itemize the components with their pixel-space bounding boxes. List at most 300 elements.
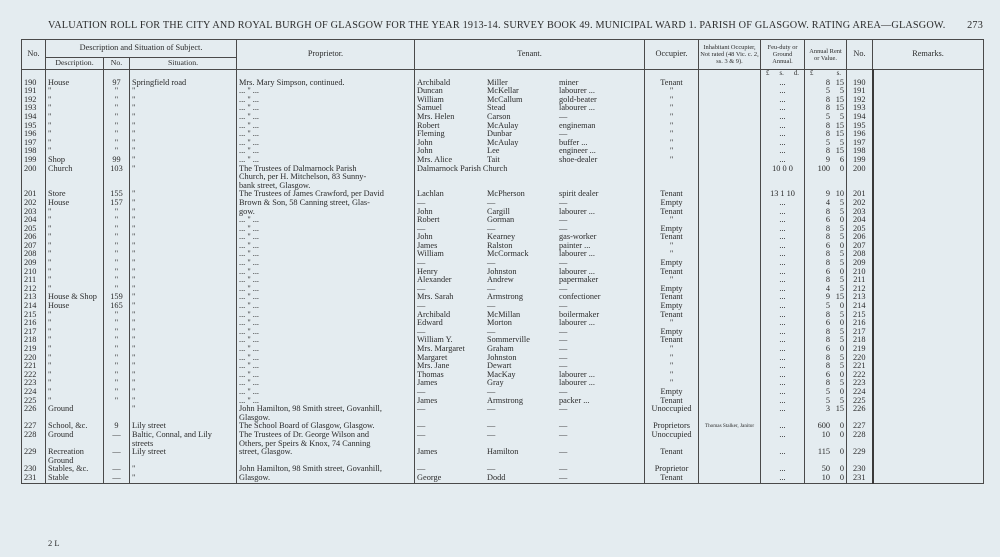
cell-feuduty: ... (761, 328, 805, 337)
cell-no-right: 213 (847, 293, 873, 302)
tenant-parts (417, 354, 642, 363)
cell-remarks (873, 199, 984, 208)
cell-feuduty: ... (761, 233, 805, 242)
cell-occupier: " (645, 250, 699, 259)
tenant-occupation: — (559, 301, 568, 311)
cell-proprietor: ... " ... (237, 388, 415, 397)
cell-inhabitant (699, 199, 761, 208)
cell-rent (805, 405, 847, 414)
cell-feuduty: ... (761, 199, 805, 208)
cell-no-right: 191 (847, 87, 873, 96)
cell-description: " (46, 345, 104, 354)
cell-tenant (415, 440, 645, 449)
cell-feuduty: ... (761, 388, 805, 397)
cell-description: " (46, 208, 104, 217)
cell-situation: " (130, 216, 237, 225)
cell-proprietor: The Trustees of Dalmarnock Parish (237, 165, 415, 174)
cell-occupier: " (645, 156, 699, 165)
cell-street-no: 103 (104, 165, 130, 174)
cell-street-no: " (104, 319, 130, 328)
cell-proprietor: ... " ... (237, 328, 415, 337)
tenant-forename: — (417, 258, 426, 268)
cell-tenant (415, 319, 645, 328)
cell-no-right: 224 (847, 388, 873, 397)
rent-shillings: 15 (835, 94, 845, 104)
rent-pounds: 8 (825, 103, 831, 113)
tenant-parts (417, 311, 642, 320)
cell-occupier: Empty (645, 259, 699, 268)
cell-feuduty: ... (761, 405, 805, 414)
cell-no-right: 223 (847, 379, 873, 388)
rent-shillings: 0 (839, 472, 845, 482)
cell-no: 198 (22, 147, 46, 156)
cell-proprietor: ... " ... (237, 147, 415, 156)
rent-pounds: 5 (825, 137, 831, 147)
cell-no-right: 216 (847, 319, 873, 328)
cell-occupier: " (645, 362, 699, 371)
cell-remarks (873, 208, 984, 217)
cell-street-no: 155 (104, 190, 130, 199)
cell-tenant (415, 465, 645, 474)
cell-inhabitant (699, 225, 761, 234)
cell-street-no: — (104, 431, 130, 440)
cell-occupier: Empty (645, 302, 699, 311)
cell-inhabitant (699, 190, 761, 199)
cell-situation: " (130, 276, 237, 285)
cell-no: 215 (22, 311, 46, 320)
rent-shillings: 5 (839, 258, 845, 268)
table-row (22, 173, 984, 182)
cell-no-right: 220 (847, 354, 873, 363)
cell-situation: " (130, 371, 237, 380)
cell-feuduty: ... (761, 431, 805, 440)
cell-street-no: " (104, 216, 130, 225)
cell-no-right: 208 (847, 250, 873, 259)
cell-inhabitant (699, 448, 761, 457)
tenant-parts (417, 397, 642, 406)
cell-remarks (873, 397, 984, 406)
cell-feuduty (761, 173, 805, 182)
tenant-surname: McMillan (487, 309, 521, 319)
cell-rent (805, 431, 847, 440)
cell-proprietor: ... " ... (237, 276, 415, 285)
tenant-surname: — (487, 283, 496, 293)
cell-situation: " (130, 311, 237, 320)
tenant-parts (417, 319, 642, 328)
cell-no-right: 226 (847, 405, 873, 414)
cell-remarks (873, 440, 984, 449)
cell-inhabitant (699, 104, 761, 113)
tenant-parts (417, 113, 642, 122)
tenant-occupation: labourer ... (559, 103, 595, 113)
cell-no-right: 205 (847, 225, 873, 234)
cell-no: 224 (22, 388, 46, 397)
tenant-forename: — (417, 301, 426, 311)
cell-inhabitant (699, 474, 761, 483)
cell-proprietor: ... " ... (237, 225, 415, 234)
cell-occupier (645, 173, 699, 182)
cell-feuduty: ... (761, 250, 805, 259)
cell-inhabitant (699, 354, 761, 363)
rent-shillings: 5 (839, 137, 845, 147)
cell-description: " (46, 147, 104, 156)
tenant-surname: Stead (487, 103, 506, 113)
rent-shillings: 0 (839, 429, 845, 439)
tenant-parts (417, 448, 642, 457)
cell-occupier: Tenant (645, 474, 699, 483)
cell-tenant (415, 345, 645, 354)
tenant-surname: Armstrong (487, 292, 523, 302)
tenant-surname: — (487, 464, 496, 474)
cell-occupier: " (645, 276, 699, 285)
cell-no: 193 (22, 104, 46, 113)
rent-pounds: 5 (825, 86, 831, 96)
cell-street-no: " (104, 397, 130, 406)
cell-description: " (46, 130, 104, 139)
cell-inhabitant (699, 216, 761, 225)
rent-shillings: 5 (839, 86, 845, 96)
tenant-parts (417, 190, 642, 199)
cell-tenant (415, 233, 645, 242)
cell-inhabitant (699, 440, 761, 449)
col-no2: No. (104, 58, 130, 70)
cell-situation: " (130, 190, 237, 199)
table-row (22, 448, 984, 457)
cell-description: House & Shop (46, 293, 104, 302)
cell-feuduty: ... (761, 268, 805, 277)
cell-street-no: " (104, 208, 130, 217)
cell-occupier: Tenant (645, 336, 699, 345)
cell-tenant (415, 457, 645, 466)
cell-inhabitant (699, 319, 761, 328)
cell-situation: streets (130, 440, 237, 449)
cell-feuduty: ... (761, 79, 805, 88)
rent-shillings: 15 (835, 77, 845, 87)
tenant-forename: Duncan (417, 86, 443, 96)
cell-tenant (415, 276, 645, 285)
tenant-surname: McCormack (487, 249, 529, 259)
cell-rent (805, 474, 847, 483)
cell-description: " (46, 371, 104, 380)
cell-proprietor: ... " ... (237, 87, 415, 96)
tenant-forename: Robert (417, 215, 440, 225)
rent-shillings: 15 (835, 292, 845, 302)
cell-no: 210 (22, 268, 46, 277)
cell-no: 228 (22, 431, 46, 440)
tenant-forename: William (417, 94, 444, 104)
rent-pounds: 4 (825, 283, 831, 293)
cell-no-right: 225 (847, 397, 873, 406)
rent-pounds: 8 (825, 378, 831, 388)
cell-inhabitant (699, 122, 761, 131)
rent-shillings: 5 (839, 206, 845, 216)
tenant-occupation: miner (559, 77, 579, 87)
cell-remarks (873, 414, 984, 423)
tenant-occupation: — (559, 223, 568, 233)
tenant-parts (417, 379, 642, 388)
cell-description: " (46, 379, 104, 388)
cell-proprietor: Others, per Speirs & Knox, 74 Canning (237, 440, 415, 449)
tenant-occupation: — (559, 386, 568, 396)
cell-remarks (873, 285, 984, 294)
tenant-surname: Dunbar (487, 129, 512, 139)
cell-no: 205 (22, 225, 46, 234)
cell-feuduty: ... (761, 302, 805, 311)
tenant-forename: Thomas (417, 369, 444, 379)
cell-feuduty: ... (761, 465, 805, 474)
cell-street-no (104, 405, 130, 414)
rent-pounds: 8 (825, 258, 831, 268)
cell-description: " (46, 268, 104, 277)
cell-inhabitant (699, 208, 761, 217)
cell-inhabitant (699, 302, 761, 311)
cell-tenant (415, 354, 645, 363)
tenant-occupation (559, 165, 642, 174)
cell-no: 209 (22, 259, 46, 268)
cell-no: 197 (22, 139, 46, 148)
cell-proprietor: ... " ... (237, 96, 415, 105)
tenant-forename: — (417, 386, 426, 396)
cell-inhabitant (699, 414, 761, 423)
tenant-forename: William (417, 249, 444, 259)
cell-feuduty: ... (761, 225, 805, 234)
cell-situation: " (130, 113, 237, 122)
rent-pounds: 9 (825, 154, 831, 164)
cell-feuduty: ... (761, 216, 805, 225)
cell-occupier: Tenant (645, 448, 699, 457)
rent-unit-pounds: £ (810, 70, 814, 77)
cell-description: " (46, 242, 104, 251)
cell-street-no: " (104, 285, 130, 294)
rent-pounds: 8 (825, 361, 831, 371)
cell-no: 229 (22, 448, 46, 457)
cell-street-no: — (104, 474, 130, 483)
cell-no-right: 202 (847, 199, 873, 208)
tenant-surname: Ralston (487, 240, 513, 250)
rent-shillings: 5 (839, 326, 845, 336)
cell-proprietor: ... " ... (237, 354, 415, 363)
cell-no-right: 206 (847, 233, 873, 242)
cell-situation (130, 182, 237, 191)
cell-no: 213 (22, 293, 46, 302)
cell-street-no: 157 (104, 199, 130, 208)
rent-shillings: 6 (839, 154, 845, 164)
cell-remarks (873, 139, 984, 148)
cell-occupier: " (645, 379, 699, 388)
cell-rent (805, 448, 847, 457)
tenant-surname: — (487, 326, 496, 336)
tenant-surname: Johnston (487, 266, 517, 276)
cell-inhabitant: Thomas Stalker, Janitor (699, 422, 761, 431)
cell-tenant (415, 397, 645, 406)
cell-feuduty: ... (761, 122, 805, 131)
cell-remarks (873, 328, 984, 337)
tenant-forename: James (417, 395, 438, 405)
cell-tenant (415, 431, 645, 440)
tenant-surname: Tait (487, 154, 500, 164)
tenant-occupation: shoe-dealer (559, 154, 598, 164)
cell-inhabitant (699, 242, 761, 251)
tenant-parts (417, 233, 642, 242)
cell-remarks (873, 268, 984, 277)
cell-situation: " (130, 156, 237, 165)
cell-remarks (873, 276, 984, 285)
rent-shillings: 15 (835, 120, 845, 130)
cell-situation: " (130, 379, 237, 388)
tenant-forename: John (417, 137, 433, 147)
cell-street-no: 99 (104, 156, 130, 165)
cell-occupier: Tenant (645, 190, 699, 199)
tenant-surname: Lee (487, 146, 500, 156)
cell-situation: " (130, 268, 237, 277)
cell-no-right: 214 (847, 302, 873, 311)
tenant-occupation: — (559, 421, 568, 431)
cell-occupier: " (645, 216, 699, 225)
tenant-surname: — (487, 429, 496, 439)
cell-occupier: Tenant (645, 233, 699, 242)
tenant-surname: — (487, 197, 496, 207)
tenant-forename: Mrs. Margaret (417, 344, 465, 353)
cell-remarks (873, 311, 984, 320)
col-no: No. (22, 40, 46, 70)
cell-feuduty: ... (761, 448, 805, 457)
cell-situation: " (130, 362, 237, 371)
table-header (22, 40, 984, 70)
tenant-parts (417, 79, 642, 88)
cell-street-no: " (104, 130, 130, 139)
cell-no: 206 (22, 233, 46, 242)
cell-feuduty: ... (761, 130, 805, 139)
cell-tenant (415, 208, 645, 217)
cell-inhabitant (699, 233, 761, 242)
cell-proprietor: ... " ... (237, 156, 415, 165)
cell-proprietor: ... " ... (237, 319, 415, 328)
cell-proprietor: Mrs. Mary Simpson, continued. (237, 79, 415, 88)
cell-no-right: 217 (847, 328, 873, 337)
cell-no: 225 (22, 397, 46, 406)
cell-no-right: 231 (847, 474, 873, 483)
cell-proprietor: ... " ... (237, 139, 415, 148)
cell-occupier: " (645, 371, 699, 380)
cell-feuduty: ... (761, 336, 805, 345)
tenant-occupation: spirit dealer (559, 189, 599, 199)
cell-no-right: 229 (847, 448, 873, 457)
cell-proprietor: ... " ... (237, 293, 415, 302)
cell-situation: " (130, 354, 237, 363)
cell-description: House (46, 199, 104, 208)
cell-occupier: " (645, 130, 699, 139)
cell-proprietor: ... " ... (237, 216, 415, 225)
cell-proprietor: ... " ... (237, 371, 415, 380)
cell-situation: " (130, 405, 237, 414)
cell-no: 201 (22, 190, 46, 199)
cell-tenant (415, 422, 645, 431)
cell-situation: " (130, 302, 237, 311)
tenant-parts (417, 225, 642, 234)
cell-tenant (415, 379, 645, 388)
rent-pounds: 8 (825, 146, 831, 156)
cell-occupier: Empty (645, 199, 699, 208)
tenant-forename: — (417, 283, 426, 293)
signature-mark: 2 L (48, 538, 60, 548)
cell-occupier: " (645, 147, 699, 156)
cell-no: 230 (22, 465, 46, 474)
col-remarks: Remarks. (873, 40, 984, 70)
tenant-occupation: — (559, 197, 568, 207)
cell-description: Stable (46, 474, 104, 483)
tenant-occupation: — (559, 429, 568, 439)
tenant-forename: Lachlan (417, 189, 444, 199)
cell-tenant (415, 405, 645, 414)
cell-tenant (415, 182, 645, 191)
tenant-forename: Fleming (417, 129, 445, 139)
cell-street-no: " (104, 225, 130, 234)
cell-tenant (415, 474, 645, 483)
cell-description: " (46, 388, 104, 397)
cell-rent (805, 165, 847, 174)
tenant-parts (417, 139, 642, 148)
cell-feuduty: ... (761, 293, 805, 302)
cell-inhabitant (699, 397, 761, 406)
cell-proprietor: ... " ... (237, 285, 415, 294)
feu-unit-pounds: £ (766, 70, 770, 77)
cell-proprietor: ... " ... (237, 259, 415, 268)
cell-remarks (873, 182, 984, 191)
cell-proprietor: gow. (237, 208, 415, 217)
tenant-forename: John (417, 206, 433, 216)
cell-no-right: 228 (847, 431, 873, 440)
rent-shillings: 15 (835, 146, 845, 156)
cell-no-right: 192 (847, 96, 873, 105)
rent-shillings: 10 (835, 189, 845, 199)
cell-proprietor: ... " ... (237, 336, 415, 345)
tenant-occupation: labourer ... (559, 378, 595, 388)
cell-no-right: 209 (847, 259, 873, 268)
cell-no-right: 210 (847, 268, 873, 277)
tenant-surname: Dodd (487, 472, 506, 482)
table-row (22, 474, 984, 483)
rent-pounds: 5 (825, 111, 831, 121)
cell-description: " (46, 122, 104, 131)
rent-pounds: 9 (825, 292, 831, 302)
cell-street-no: " (104, 371, 130, 380)
col-occupier: Occupier. (645, 40, 699, 70)
cell-proprietor: ... " ... (237, 311, 415, 320)
rent-pounds: 600 (817, 421, 831, 431)
tenant-surname: — (487, 404, 496, 414)
cell-situation: " (130, 242, 237, 251)
cell-occupier: " (645, 96, 699, 105)
cell-street-no: 165 (104, 302, 130, 311)
tenant-surname: McKellar (487, 86, 519, 96)
cell-description: " (46, 354, 104, 363)
rent-pounds: 4 (825, 197, 831, 207)
cell-feuduty: ... (761, 345, 805, 354)
cell-proprietor: ... " ... (237, 113, 415, 122)
rent-shillings: 15 (835, 103, 845, 113)
feu-unit-pence: d. (793, 70, 800, 77)
cell-street-no: 159 (104, 293, 130, 302)
tenant-forename: Edward (417, 318, 443, 328)
cell-no: 200 (22, 165, 46, 174)
cell-tenant (415, 259, 645, 268)
cell-inhabitant (699, 328, 761, 337)
cell-situation: " (130, 319, 237, 328)
cell-proprietor: street, Glasgow. (237, 448, 415, 457)
cell-feuduty: ... (761, 422, 805, 431)
tenant-occupation: — (559, 129, 568, 139)
rent-pounds: 10 (821, 472, 831, 482)
